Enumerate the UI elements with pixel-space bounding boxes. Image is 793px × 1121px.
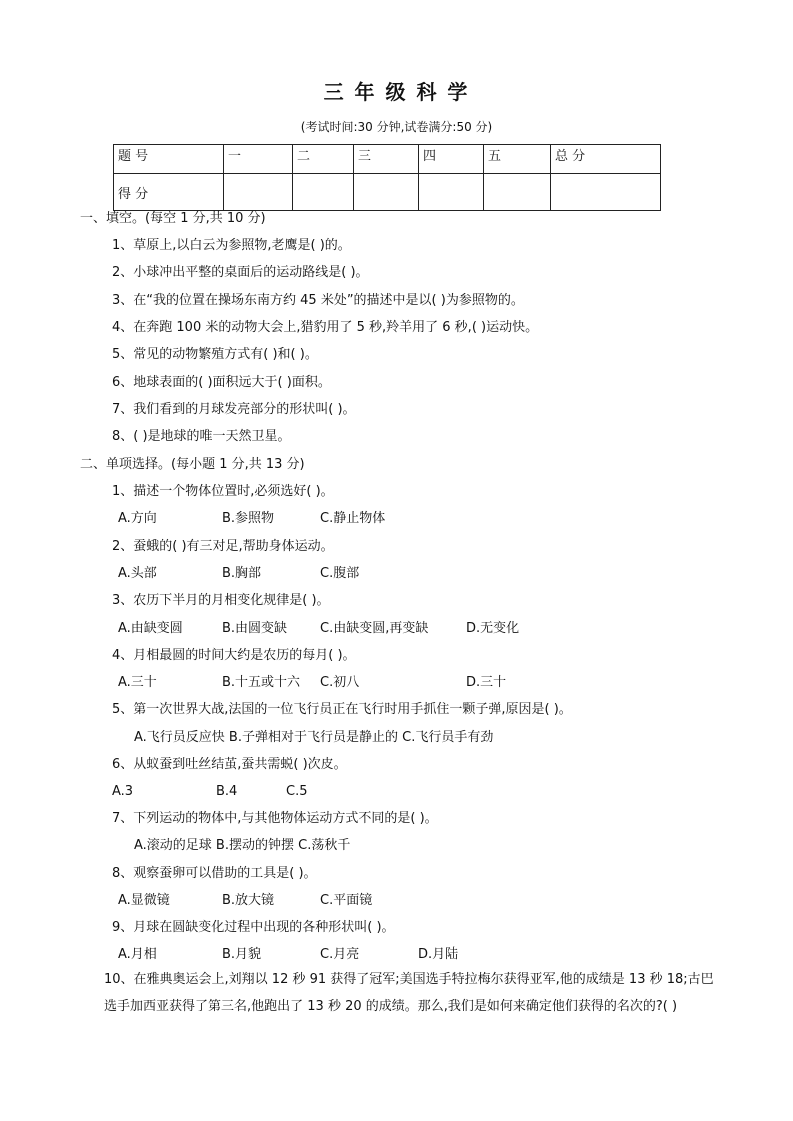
score-cell[interactable] <box>484 174 551 211</box>
table-row <box>114 145 661 174</box>
question: 4、月相最圆的时间大约是农历的每月( )。 <box>112 648 356 663</box>
table-cell: 得 分 <box>114 174 224 211</box>
option: B.十五或十六 <box>222 675 301 690</box>
table-cell: 一 <box>224 145 293 174</box>
option: D.无变化 <box>466 621 520 636</box>
section-heading: 二、单项选择。(每小题 1 分,共 13 分) <box>80 457 305 472</box>
table-cell: 四 <box>419 145 484 174</box>
option: B.放大镜 <box>222 893 275 908</box>
score-cell[interactable] <box>293 174 354 211</box>
page-title: 三 年 级 科 学 <box>323 80 470 104</box>
question: 9、月球在圆缺变化过程中出现的各种形状叫( )。 <box>112 920 395 935</box>
option: A.滚动的足球 B.摆动的钟摆 C.荡秋千 <box>134 838 351 853</box>
score-cell[interactable] <box>551 174 661 211</box>
question: 6、从蚁蚕到吐丝结茧,蚕共需蜕( )次皮。 <box>112 757 347 772</box>
question: 8、观察蚕卵可以借助的工具是( )。 <box>112 866 317 881</box>
option: D.月陆 <box>418 947 459 962</box>
option: A.飞行员反应快 B.子弹相对于飞行员是静止的 C.飞行员手有劲 <box>134 730 494 745</box>
table-cell: 总 分 <box>551 145 661 174</box>
option: B.由圆变缺 <box>222 621 288 636</box>
option: A.显微镜 <box>118 893 170 908</box>
question: 2、蚕蛾的( )有三对足,帮助身体运动。 <box>112 539 334 554</box>
question: 6、地球表面的( )面积远大于( )面积。 <box>112 375 331 390</box>
question: 3、农历下半月的月相变化规律是( )。 <box>112 593 330 608</box>
option: B.月貌 <box>222 947 262 962</box>
question: 8、( )是地球的唯一天然卫星。 <box>112 429 291 444</box>
score-cell[interactable] <box>419 174 484 211</box>
table-cell: 五 <box>484 145 551 174</box>
option: C.静止物体 <box>320 511 386 526</box>
question: 2、小球冲出平整的桌面后的运动路线是( )。 <box>112 265 369 280</box>
option: B.参照物 <box>222 511 275 526</box>
option: C.初八 <box>320 675 360 690</box>
option: B.4 <box>216 784 238 799</box>
section-heading: 一、填空。(每空 1 分,共 10 分) <box>80 211 266 226</box>
option: C.5 <box>286 784 308 799</box>
question: 7、下列运动的物体中,与其他物体运动方式不同的是( )。 <box>112 811 438 826</box>
option: C.腹部 <box>320 566 360 581</box>
table-cell: 二 <box>293 145 354 174</box>
question: 10、在雅典奥运会上,刘翔以 12 秒 91 获得了冠军;美国选手特拉梅尔获得亚军,他的成绩是 13 秒 18;古巴选手加西亚获得了第三名,他跑出了 13 秒 20 的成绩。那么,我们是如何来确定他们获得的名次的?( ) <box>104 972 714 1014</box>
option: C.月亮 <box>320 947 360 962</box>
option: B.胸部 <box>222 566 262 581</box>
score-cell[interactable] <box>224 174 293 211</box>
table-cell: 题 号 <box>114 145 224 174</box>
score-cell[interactable] <box>354 174 419 211</box>
option: D.三十 <box>466 675 507 690</box>
question: 1、草原上,以白云为参照物,老鹰是( )的。 <box>112 238 351 253</box>
option: A.头部 <box>118 566 157 581</box>
question: 4、在奔跑 100 米的动物大会上,猎豹用了 5 秒,羚羊用了 6 秒,( )运动快。 <box>112 320 539 335</box>
question: 5、常见的动物繁殖方式有( )和( )。 <box>112 347 318 362</box>
option: C.由缺变圆,再变缺 <box>320 621 429 636</box>
question: 7、我们看到的月球发亮部分的形状叫( )。 <box>112 402 356 417</box>
option: A.方向 <box>118 511 157 526</box>
option: C.平面镜 <box>320 893 373 908</box>
question: 5、第一次世界大战,法国的一位飞行员正在飞行时用手抓住一颗子弹,原因是( )。 <box>112 702 572 717</box>
option: A.3 <box>112 784 134 799</box>
table-row <box>114 174 661 211</box>
question: 3、在“我的位置在操场东南方约 45 米处”的描述中是以( )为参照物的。 <box>112 293 524 308</box>
question: 1、描述一个物体位置时,必须选好( )。 <box>112 484 334 499</box>
exam-info: (考试时间:30 分钟,试卷满分:50 分) <box>300 120 493 134</box>
option: A.三十 <box>118 675 157 690</box>
score-table <box>113 144 661 211</box>
table-cell: 三 <box>354 145 419 174</box>
option: A.由缺变圆 <box>118 621 183 636</box>
option: A.月相 <box>118 947 157 962</box>
